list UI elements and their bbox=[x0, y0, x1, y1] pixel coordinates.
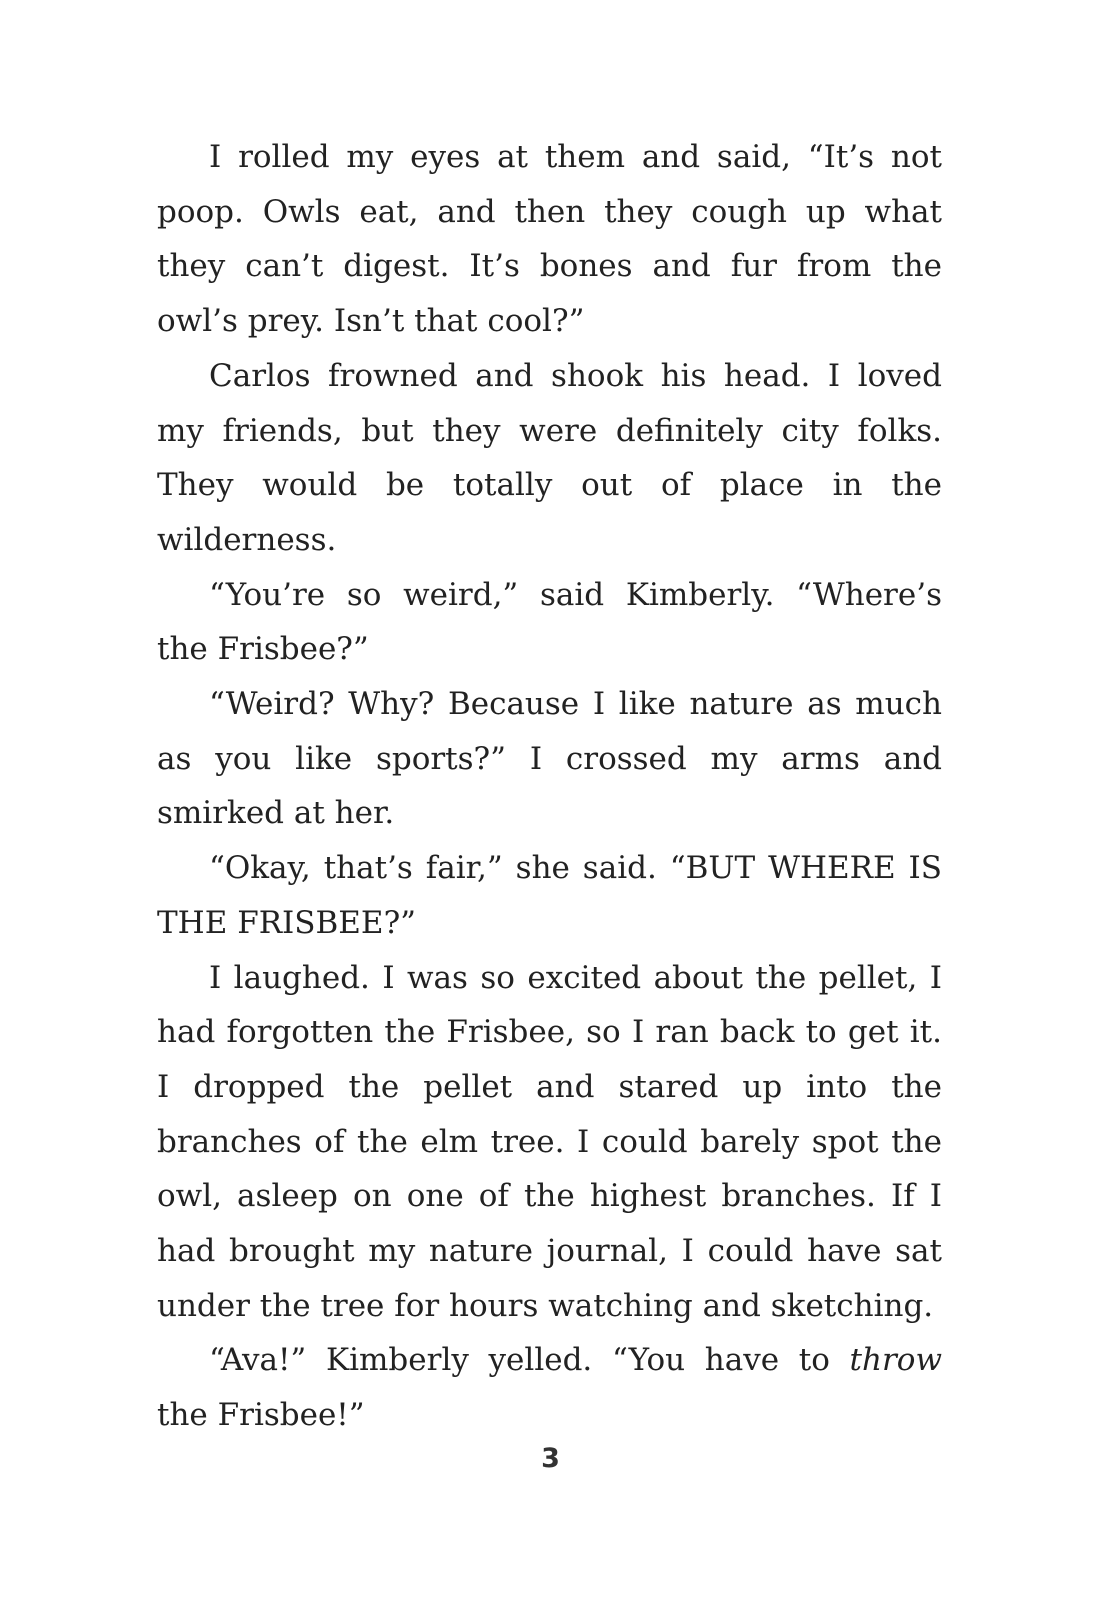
paragraph: I rolled my eyes at them and said, “It’s not poop. Owls eat, and then they cough up what they can’t digest. It’s bones and fur from the owl’s prey. Isn’t that cool?” bbox=[157, 139, 942, 340]
paragraph: Carlos frowned and shook his head. I loved my friends, but they were definitely city folks. They would be totally out of place in the wilderness. bbox=[157, 357, 942, 558]
paragraph: I laughed. I was so excited about the pellet, I had forgotten the Frisbee, so I ran back to get it. I dropped the pellet and stared up into the branches of the elm tree. I could barely spot the owl, asleep on one of the highest branches. If I had brought my nature journal, I could have sat under the tree for hours watching and sketching. bbox=[157, 959, 942, 1324]
paragraph: “Weird? Why? Because I like nature as much as you like sports?” I crossed my arms and smirked at her. bbox=[157, 686, 942, 832]
body-text bbox=[157, 130, 942, 1443]
paragraph bbox=[157, 1333, 942, 1442]
emphasized-word: throw bbox=[849, 1342, 942, 1379]
paragraph-text: the Frisbee!” bbox=[157, 1397, 365, 1434]
paragraph: “Okay, that’s fair,” she said. “BUT WHERE IS THE FRISBEE?” bbox=[157, 850, 942, 941]
page-number: 3 bbox=[541, 1443, 560, 1474]
paragraph-text: “Ava!” Kimberly yelled. “You have to bbox=[209, 1342, 850, 1379]
paragraph: “You’re so weird,” said Kimberly. “Where’s the Frisbee?” bbox=[157, 576, 942, 668]
